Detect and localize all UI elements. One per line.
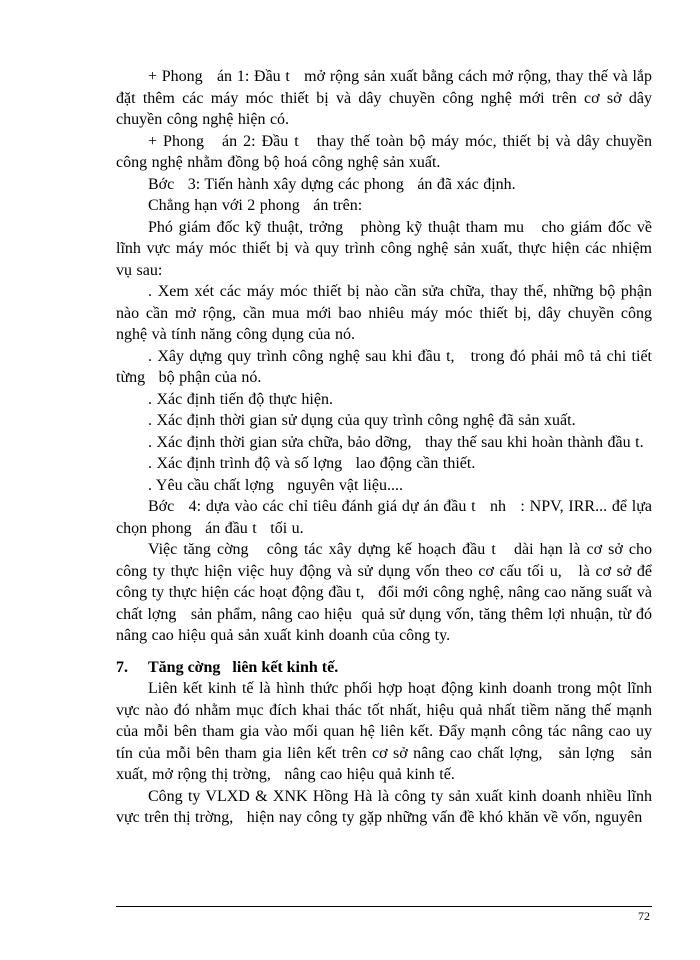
list-item-material-quality: . Yêu cầu chất lợng nguyên vật liệu....	[148, 476, 403, 494]
section-heading	[116, 657, 652, 679]
paragraph-step-4: Bớc 4: dựa vào các chỉ tiêu đánh giá dự án đầu t nh : NPV, IRR... để lựa chọn phong án đầu t tối u.	[116, 498, 657, 537]
paragraph-economic-link: Liên kết kinh tế là hình thức phối hợp hoạt động kinh doanh trong một lĩnh vực nào đó nhằm mục đích khai thác tốt nhất, hiệu quả nhất tiềm năng thế mạnh của mỗi bên tham gia vào mối quan hệ liên kết. Đẩy mạnh công tác nâng cao uy tín của mỗi bên tham gia liên kết trên cơ sở nâng cao chất lợng, sản lợng sản xuất, mở rộng thị trờng, nâng cao hiệu quả kinh tế.	[116, 680, 657, 783]
page-number: 72	[638, 909, 650, 923]
paragraph-company: Công ty VLXD & XNK Hồng Hà là công ty sản xuất kinh doanh nhiều lĩnh vực trên thị trờng, hiện nay công ty gặp những vấn đề khó khăn về vốn, nguyên	[116, 787, 657, 826]
document-body	[116, 66, 657, 829]
footer-divider	[116, 906, 652, 907]
list-item-labor: . Xác định trình độ và số lợng lao động cần thiết.	[148, 455, 476, 472]
section-number: 7.	[116, 658, 128, 676]
paragraph-long-term-plan: Việc tăng cờng công tác xây dựng kế hoạch đầu t dài hạn là cơ sở cho công ty thực hiện việc huy động và sử dụng vốn theo cơ cấu tối u, là cơ sở để công ty thực hiện các hoạt động đầu t, đổi mới công nghệ, nâng cao năng suất và chất lợng sản phẩm, nâng cao hiệu quả sử dụng vốn, tăng thêm lợi nhuận, từ đó nâng cao hiệu quả sản xuất kinh doanh của công ty.	[116, 541, 657, 644]
list-item-review-equipment: . Xem xét các máy móc thiết bị nào cần sửa chữa, thay thế, những bộ phận nào cần mở rộng, cần mua mới bao nhiêu máy móc thiết bị, dây chuyền công nghệ và tính năng công dụng của nó.	[116, 283, 657, 343]
paragraph-step-3: Bớc 3: Tiến hành xây dựng các phong án đã xác định.	[148, 175, 516, 193]
paragraph-deputy-director: Phó giám đốc kỹ thuật, trởng phòng kỹ thuật tham mu cho giám đốc về lĩnh vực máy móc thiết bị và quy trình công nghệ sản xuất, thực hiện các nhiệm vụ sau:	[116, 218, 657, 279]
list-item-maintenance-time: . Xác định thời gian sửa chữa, bảo dỡng, thay thế sau khi hoàn thành đầu t.	[148, 433, 644, 451]
section-title: Tăng cờng liên kết kinh tế.	[148, 658, 339, 676]
list-item-build-process: . Xây dựng quy trình công nghệ sau khi đầu t, trong đó phải mô tả chi tiết từng bộ phận của nó.	[116, 347, 657, 386]
paragraph-example: Chẳng hạn với 2 phong án trên:	[148, 197, 363, 214]
list-item-schedule: . Xác định tiến độ thực hiện.	[148, 390, 333, 408]
paragraph-option-1: + Phong án 1: Đầu t mở rộng sản xuất bằng cách mở rộng, thay thế và lắp đặt thêm các máy móc thiết bị và dây chuyền công nghệ mới trên cơ sở dây chuyền công nghệ hiện có.	[116, 68, 657, 128]
paragraph-option-2: + Phong án 2: Đầu t thay thế toàn bộ máy móc, thiết bị và dây chuyền công nghệ nhằm đồng bộ hoá công nghệ sản xuất.	[116, 132, 657, 171]
list-item-usage-time: . Xác định thời gian sử dụng của quy trình công nghệ đã sản xuất.	[148, 412, 576, 429]
